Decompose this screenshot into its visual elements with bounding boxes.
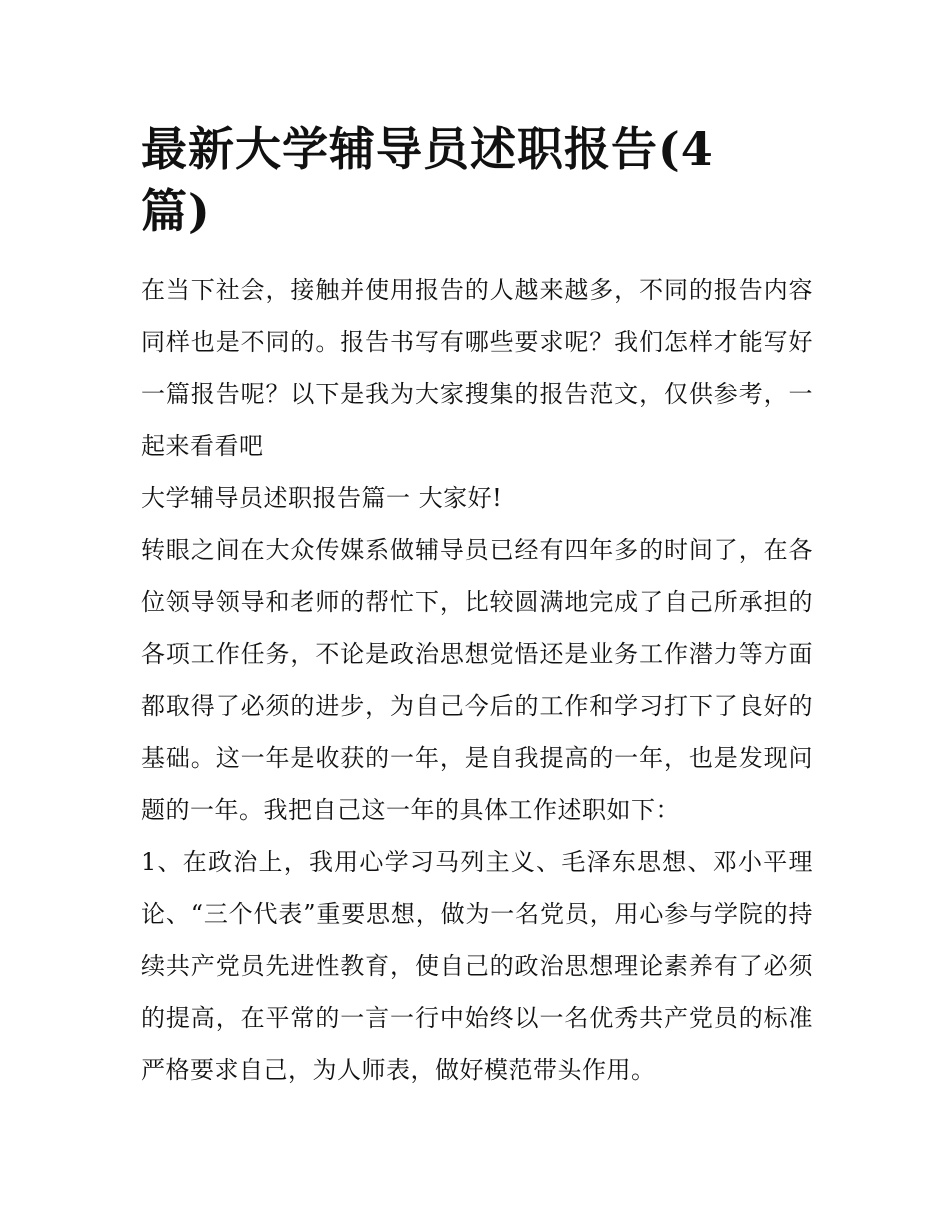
section-heading-paragraph: 大学辅导员述职报告篇一 大家好! — [141, 484, 503, 512]
list-item-paragraph: 1、在政治上，我用心学习马列主义、毛泽东思想、邓小平理论、“三个代表”重要思想，做为一名党员，用心参与学院的持续共产党员先进性教育，使自己的政治思想理论素养有了必须的提高，在平常的一言一行中始终以一名优秀共产党员的标准严格要求自己，为人师表，做好模范带头作用。 — [141, 848, 813, 1084]
document-page — [141, 118, 813, 1096]
intro-paragraph: 在当下社会，接触并使用报告的人越来越多，不同的报告内容同样也是不同的。报告书写有哪些要求呢？我们怎样才能写好一篇报告呢？以下是我为大家搜集的报告范文，仅供参考，一起来看看吧 — [141, 276, 813, 460]
body-paragraph: 转眼之间在大众传媒系做辅导员已经有四年多的时间了，在各位领导领导和老师的帮忙下，比较圆满地完成了自己所承担的各项工作任务，不论是政治思想觉悟还是业务工作潜力等方面都取得了必须的进步，为自己今后的工作和学习打下了良好的基础。这一年是收获的一年，是自我提高的一年，也是发现问题的一年。我把自己这一年的具体工作述职如下： — [141, 536, 813, 824]
document-title: 最新大学辅导员述职报告(4篇) — [141, 122, 714, 238]
